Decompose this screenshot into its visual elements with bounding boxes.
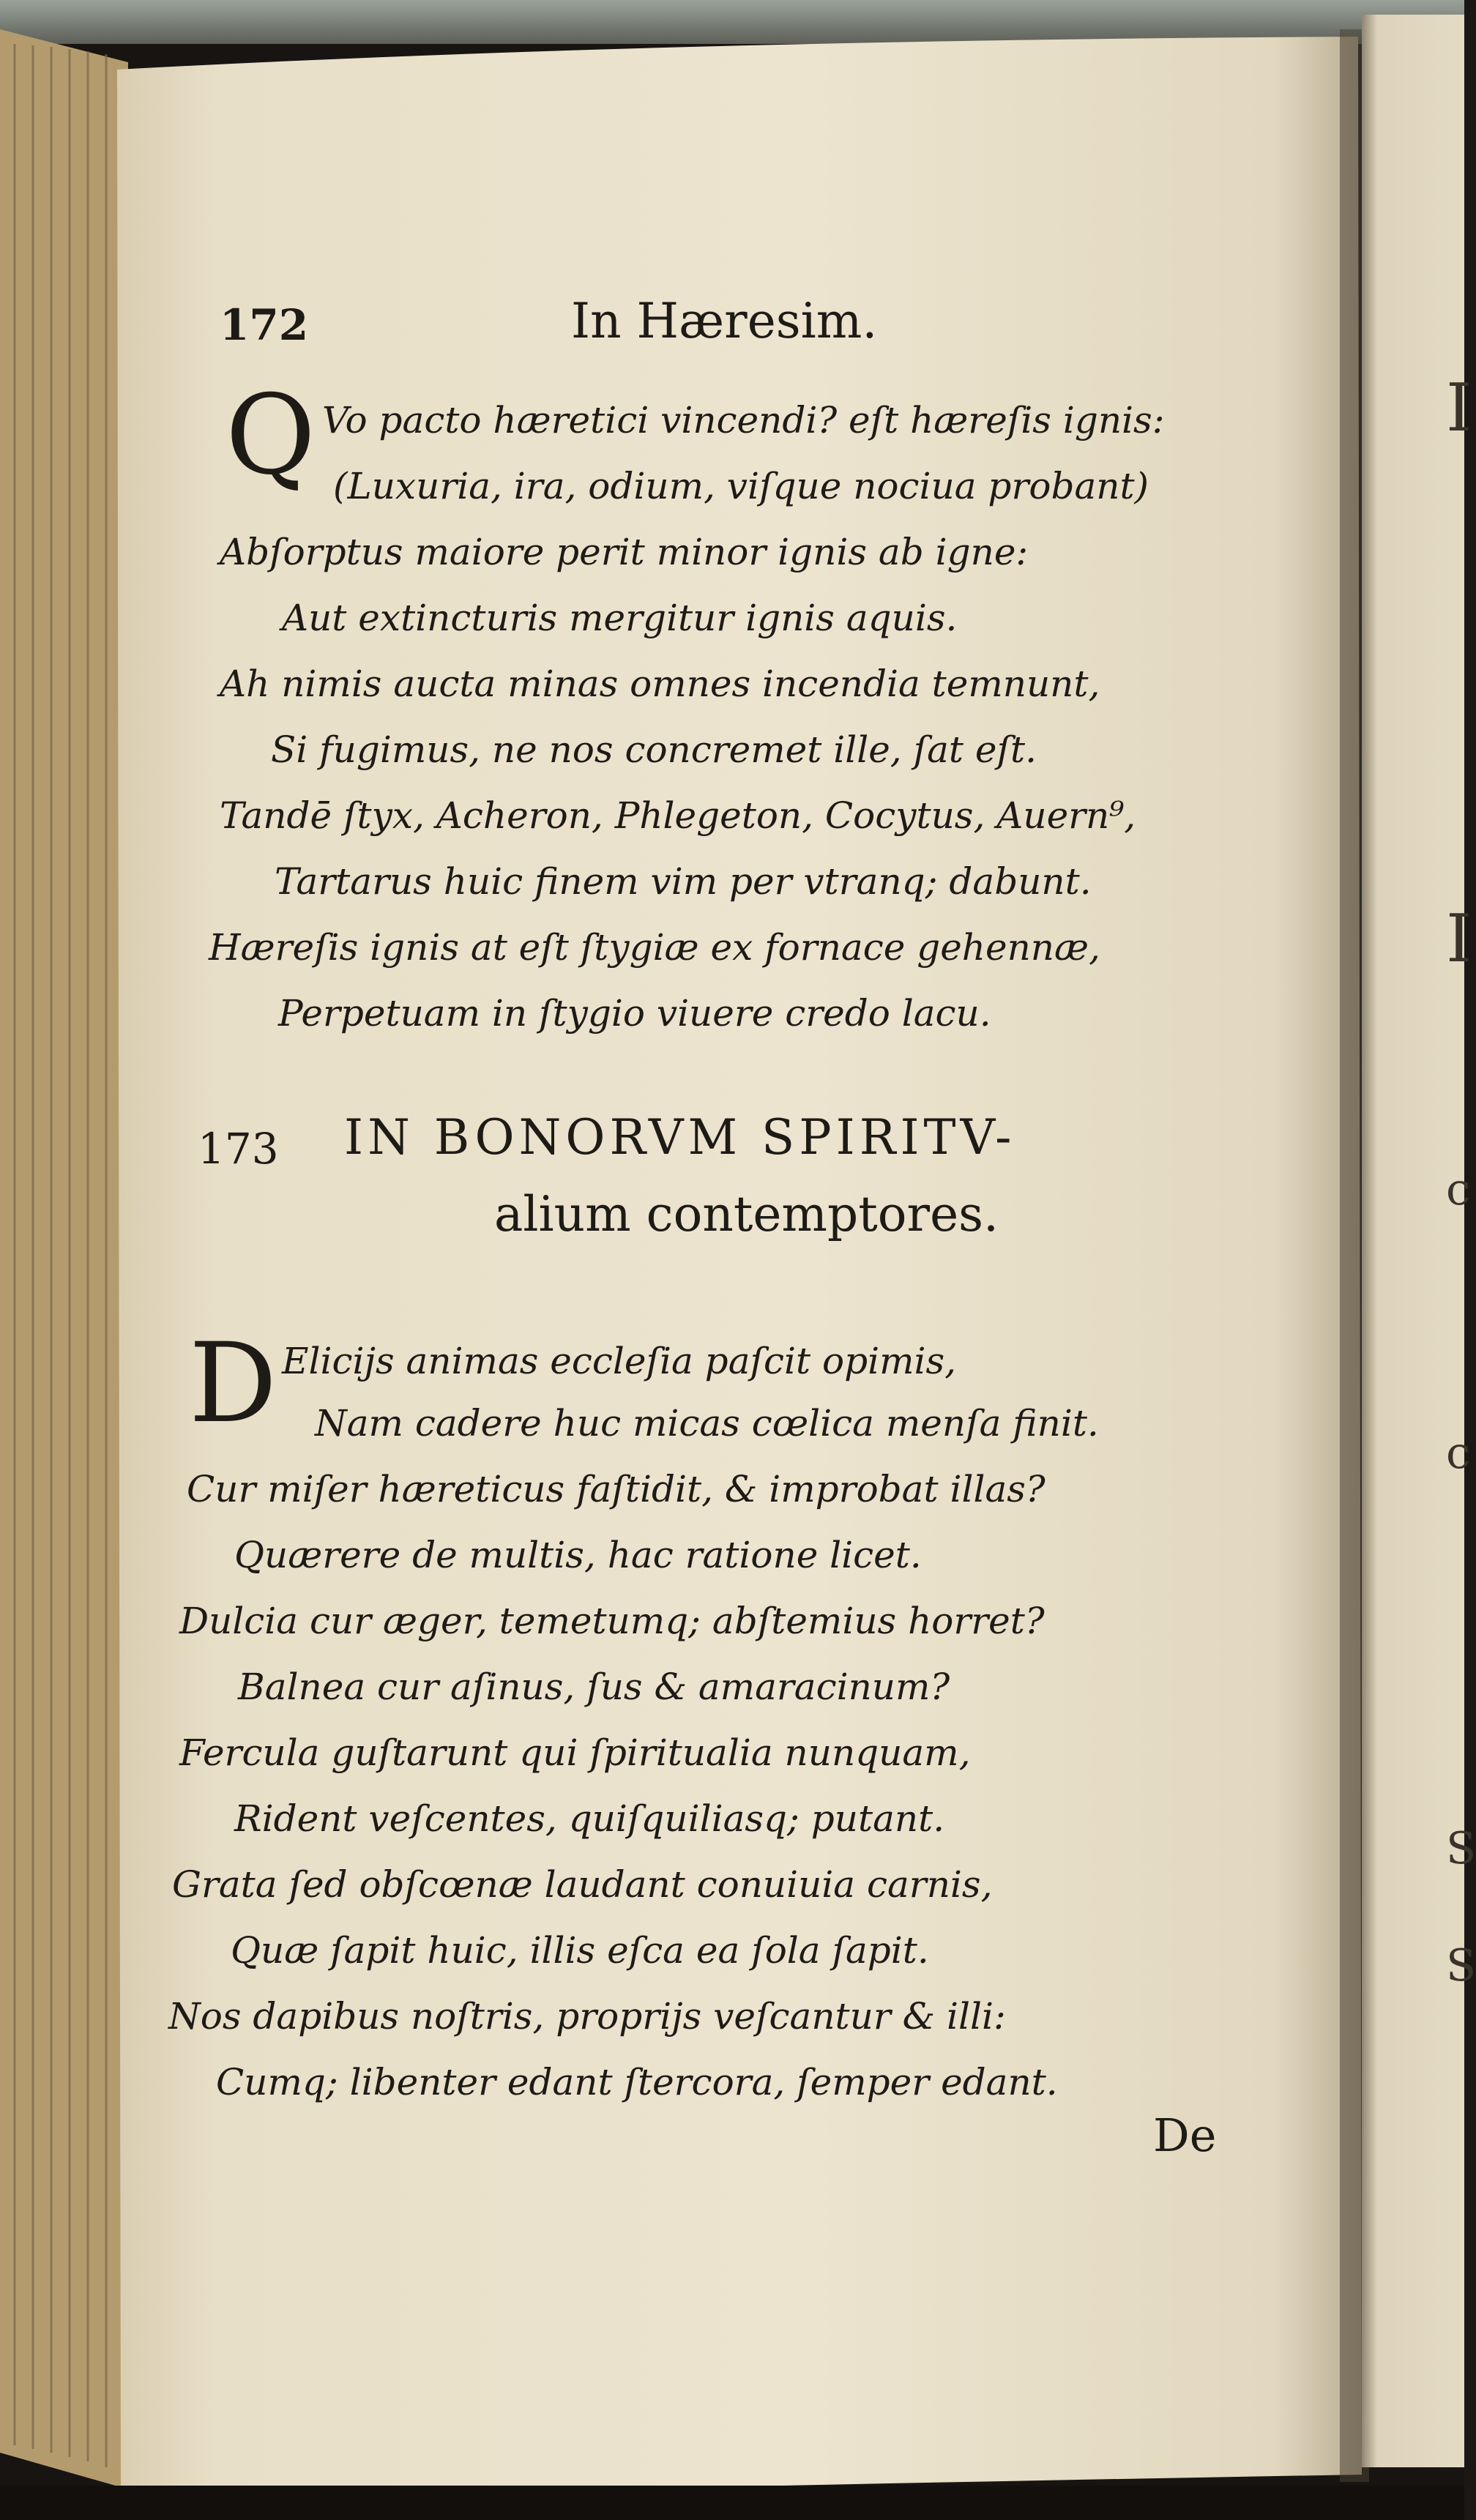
poem-173-title-line-1: IN BONORVM SPIRITV- [344, 1109, 1016, 1166]
poem-172-line-1: Vo pacto hæretici vincendi? eſt hæreſis ignis: [322, 399, 1165, 441]
facing-page-glyph: I [1446, 901, 1472, 977]
poem-172-line-9: Hæreſis ignis at eſt ſtygiæ ex fornace gehennæ, [209, 926, 1100, 969]
poem-173-number: 173 [198, 1124, 279, 1174]
poem-173-line-4: Quærere de multis, hac ratione licet. [234, 1534, 922, 1576]
drop-cap-d: D [189, 1320, 277, 1447]
drop-cap-q: Q [225, 372, 316, 499]
page-number: 172 [220, 300, 309, 350]
running-head: In Hæresim. [571, 293, 878, 349]
facing-page-glyph: S [1446, 1823, 1476, 1874]
poem-172-line-8: Tartarus huic finem vim per vtranq; dabunt. [275, 860, 1092, 903]
poem-173-title-line-2: alium contemptores. [494, 1186, 999, 1242]
poem-173-line-2: Nam cadere huc micas cœlica menſa finit. [315, 1402, 1099, 1444]
poem-172-line-7: Tandē ſtyx, Acheron, Phlegeton, Cocytus, Auern⁹, [220, 794, 1136, 837]
facing-page-glyph: S [1446, 1940, 1476, 1991]
poem-172-line-10: Perpetuam in ſtygio viuere credo lacu. [278, 992, 991, 1035]
facing-page-glyph: c [1446, 1428, 1471, 1479]
poem-173-line-6: Balnea cur aſinus, ſus & amaracinum? [238, 1666, 950, 1708]
poem-172-line-4: Aut extincturis mergitur ignis aquis. [282, 597, 958, 639]
poem-173-line-9: Grata ſed obſcœnæ laudant conuiuia carnis, [172, 1863, 993, 1906]
poem-173-line-11: Nos dapibus noſtris, proprijs veſcantur & illi: [168, 1995, 1006, 2038]
facing-page-glyph: c [1446, 1164, 1471, 1215]
catchword: De [1153, 2109, 1217, 2162]
poem-172-line-5: Ah nimis aucta minas omnes incendia temnunt, [220, 663, 1100, 705]
poem-173-line-8: Rident veſcentes, quiſquiliasq; putant. [234, 1797, 945, 1840]
poem-173-line-5: Dulcia cur æger, temetumq; abſtemius horret? [179, 1600, 1045, 1642]
poem-172-line-3: Abſorptus maiore perit minor ignis ab igne: [220, 531, 1029, 573]
poem-173-line-12: Cumq; libenter edant ſtercora, ſemper edant. [216, 2061, 1058, 2103]
poem-173-line-7: Fercula guſtarunt qui ſpiritualia nunquam, [179, 1731, 971, 1774]
poem-173-line-3: Cur miſer hæreticus faſtidit, & improbat illas? [187, 1468, 1046, 1510]
facing-page-glyph: I [1446, 370, 1472, 447]
poem-173-line-10: Quæ ſapit huic, illis eſca ea ſola ſapit. [231, 1929, 929, 1972]
poem-173-line-1: Elicijs animas eccleſia paſcit opimis, [282, 1340, 957, 1382]
poem-172-line-6: Si fugimus, ne nos concremet ille, ſat eſt. [271, 728, 1037, 771]
poem-172-line-2: (Luxuria, ira, odium, viſque nociua probant) [333, 465, 1149, 507]
